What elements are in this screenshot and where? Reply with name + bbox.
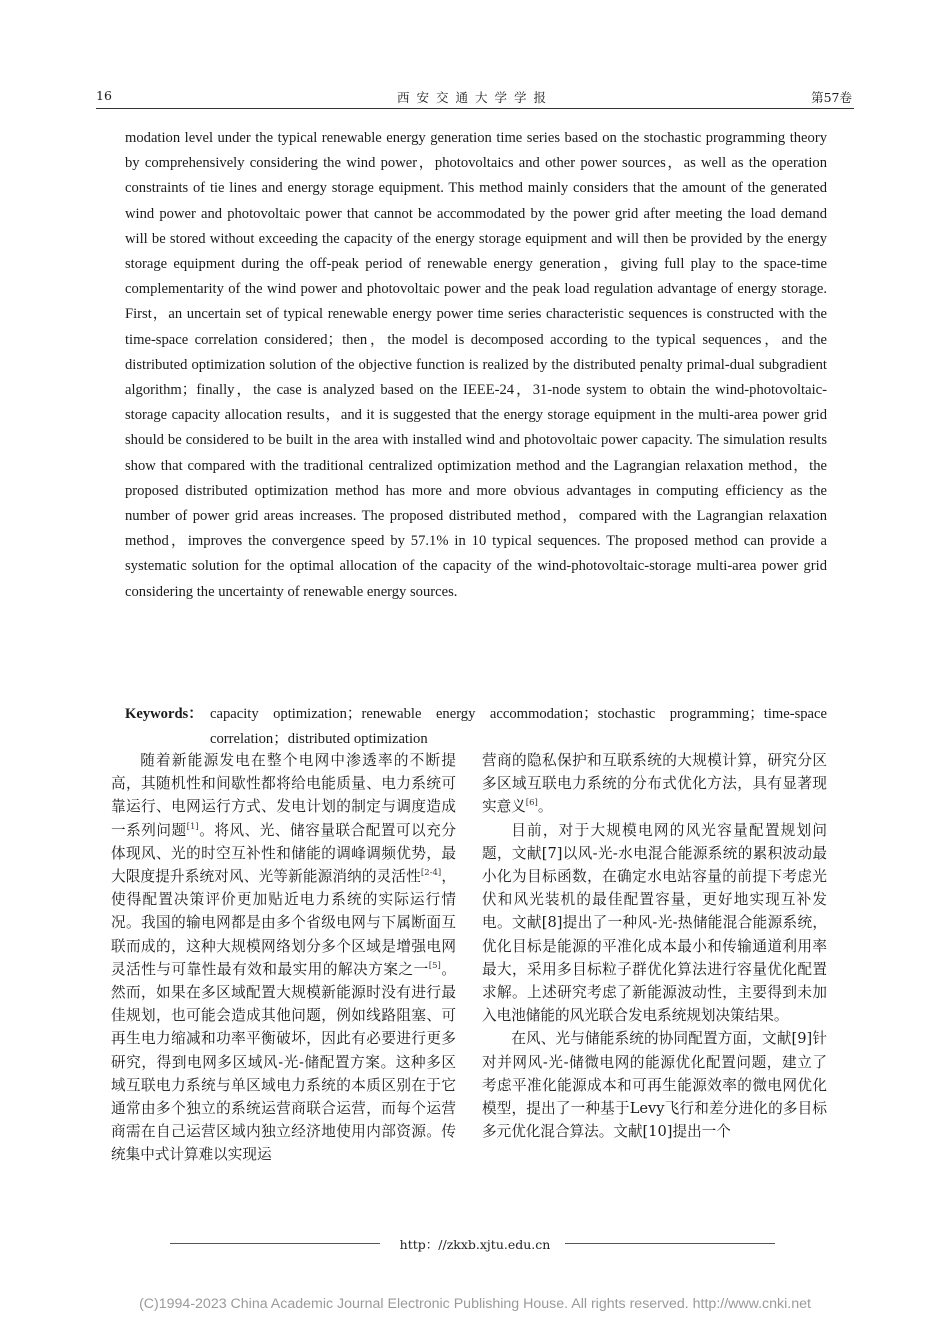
journal-url: http：//zkxb.xjtu.edu.cn (399, 1237, 551, 1252)
paragraph (111, 749, 456, 1167)
paragraph (482, 749, 827, 819)
abstract-text: modation level under the typical renewable energy generation time series based on the stochastic programming theory by comprehensively considering the wind power，photovoltaics and other power sources，as well as the operation constraints of tie lines and energy storage equipment. This method mainly considers that the amount of the generated wind power and photovoltaic power that cannot be accommodated by the power grid after meeting the load demand will be stored without exceeding the capacity of the energy storage equipment and will then be provided by the energy storage equipment during the off-peak period of renewable energy generation，giving full play to the space-time complementarity of the wind power and photovoltaic power and the peak load regulation advantage of energy storage. First，an uncertain set of typical renewable energy power time series characteristic sequences is constructed with the time-space correlation considered；then，the model is decomposed according to the typical sequences，and the distributed optimization solution of the objective function is realized by the distributed penalty primal-dual subgradient algorithm；finally，the case is analyzed based on the IEEE-24，31-node system to obtain the wind-photovoltaic-storage capacity allocation results，and it is suggested that the energy storage equipment in the multi-area power grid should be considered to be built in the area with installed wind and photovoltaic power capacity. The simulation results show that compared with the traditional centralized optimization method and the Lagrangian relaxation method，the proposed distributed optimization method has more and more obvious advantages in computing efficiency as the number of power grid areas increases. The proposed distributed method，compared with the Lagrangian relaxation method，improves the convergence speed by 57.1% in 10 typical sequences. The proposed method can provide a systematic solution for the optimal allocation of the capacity of the wind-photovoltaic-storage multi-area power grid considering the uncertainty of renewable energy sources. (125, 130, 827, 600)
volume-label: 第57卷 (811, 90, 852, 105)
citation: [2-4] (420, 868, 442, 879)
text-run: 随着新能源发电在整个电网中渗透率的不断提高，其随机性和间歇性都将给电能质量、电力系统可靠运行、电网运行方式、发电计划的制定与调度造成一系列问题 (111, 752, 456, 839)
text-run: ，使得配置决策评价更加贴近电力系统的实际运行情况。我国的输电网都是由多个省级电网与下属断面互联而成的，这种大规模网络划分多个区域是增强电网灵活性与可靠性最有效和最实用的解决方案之一 (111, 868, 456, 978)
text-run: 。 (537, 798, 553, 816)
citation: [6] (525, 798, 538, 809)
page-number: 16 (96, 88, 112, 103)
paragraph: 目前，对于大规模电网的风光容量配置规划问题，文献[7]以风-光-水电混合能源系统的累积波动最小化为目标函数，在确定水电站容量的前提下考虑光伏和风光装机的最佳配置容量，更好地实现互补发电。文献[8]提出了一种风-光-热储能混合能源系统，优化目标是能源的平准化成本最小和传输通道利用率最大，采用多目标粒子群优化算法进行容量优化配置求解。上述研究考虑了新能源波动性，主要得到未加入电池储能的风光联合发电系统规划决策结果。 (482, 821, 827, 1025)
copyright-notice: (C)1994-2023 China Academic Journal Electronic Publishing House. All rights reserved. http://www.cnki.net (139, 1296, 811, 1312)
running-header (96, 86, 854, 109)
body-column-right (482, 749, 827, 1143)
text-run: 营商的隐私保护和互联系统的大规模计算，研究分区多区域互联电力系统的分布式优化方法，具有显著现实意义 (482, 752, 827, 816)
english-abstract (125, 126, 827, 605)
text-run: 。然而，如果在多区域配置大规模新能源时没有进行最佳规划，也可能会造成其他问题，例如线路阻塞、可再生电力缩减和功率平衡破坏，因此有必要进行更多研究，得到电网多区域风-光-储配置方案。这种多区域互联电力系统与单区域电力系统的本质区别在于它通常由多个独立的系统运营商联合运营，而每个运营商需在自己运营区域内独立经济地使用内部资源。传统集中式计算难以实现运 (111, 960, 456, 1164)
keywords-block (125, 702, 827, 752)
citation: [1] (186, 821, 199, 832)
footer-rule-right (565, 1243, 775, 1244)
keywords-text: capacity optimization；renewable energy accommodation；stochastic programming；time-space correlation；distributed optimization (210, 706, 827, 748)
body-column-left (111, 749, 456, 1167)
citation: [5] (428, 960, 441, 971)
paragraph: 在风、光与储能系统的协同配置方面，文献[9]针对并网风-光-储微电网的能源优化配置问题，建立了考虑平准化能源成本和可再生能源效率的微电网优化模型，提出了一种基于Levy飞行和差分进化的多目标多元优化混合算法。文献[10]提出一个 (482, 1030, 827, 1141)
journal-title: 西安交通大学学报 (396, 90, 553, 105)
keywords-label: Keywords： (125, 706, 203, 722)
text-run: 。将风、光、储容量联合配置可以充分体现风、光的时空互补性和储能的调峰调频优势，最大限度提升系统对风、光等新能源消纳的灵活性 (111, 821, 456, 886)
